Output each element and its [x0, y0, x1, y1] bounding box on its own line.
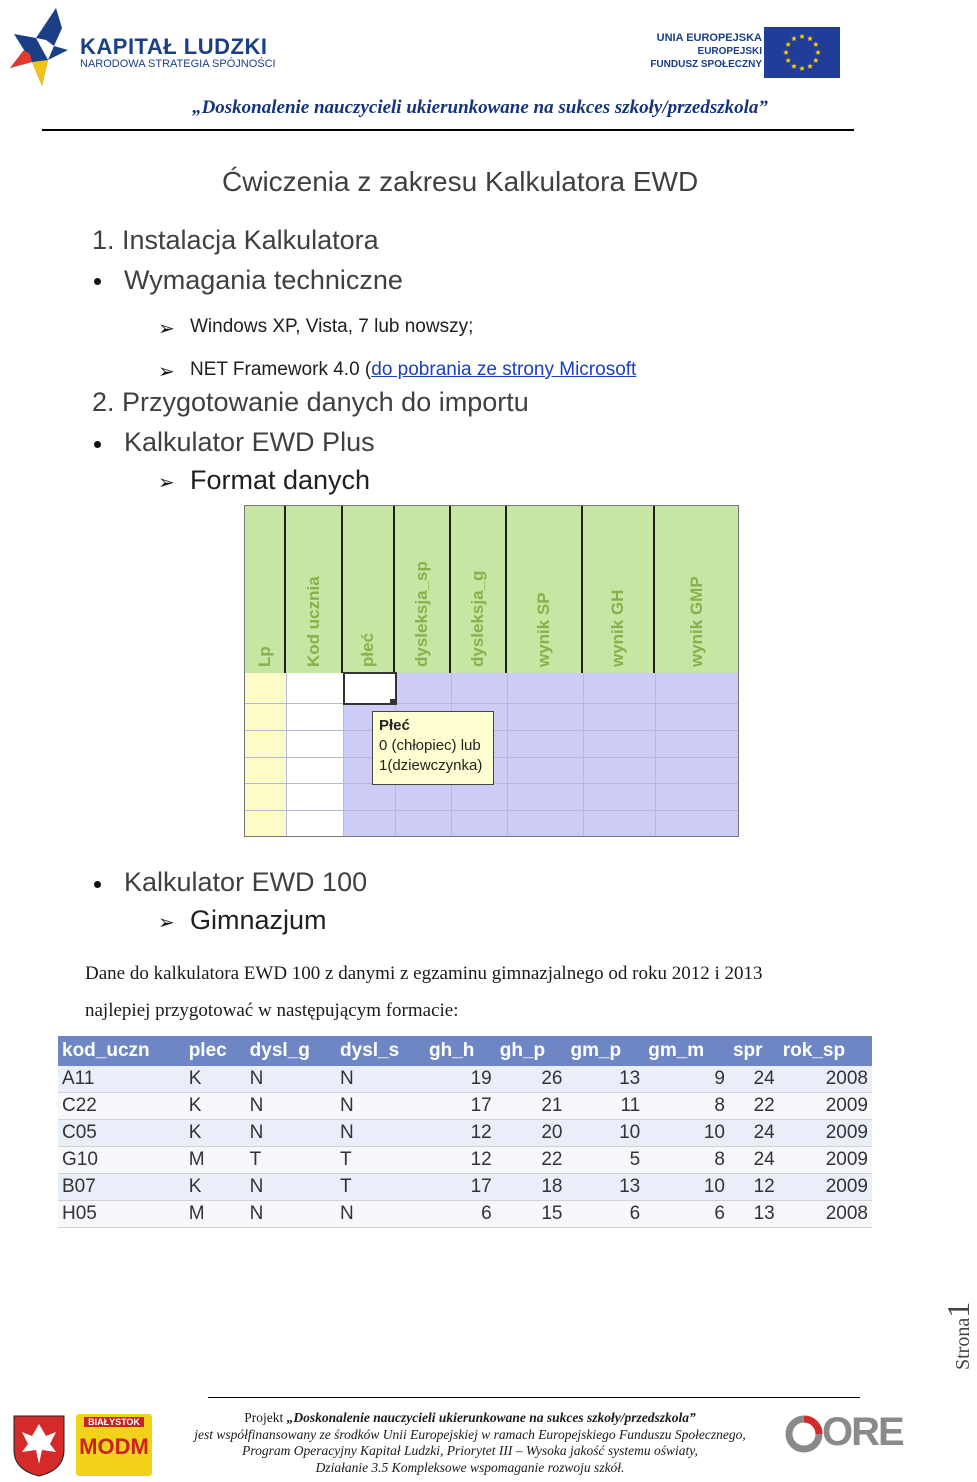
table-cell: 26: [496, 1066, 567, 1093]
grid-col-line: [507, 673, 508, 836]
table-cell: 24: [729, 1147, 779, 1174]
table-cell: 2009: [779, 1093, 872, 1120]
footer-project-label: Projekt: [244, 1410, 287, 1425]
fill-handle-icon[interactable]: [390, 699, 395, 704]
table-cell: 6: [644, 1201, 729, 1228]
table-cell: K: [185, 1093, 246, 1120]
tooltip-title: Płeć: [379, 717, 410, 734]
column-header-label: wynik SP: [534, 592, 553, 667]
eu-line1: UNIA EUROPEJSKA: [656, 32, 762, 44]
table-cell: N: [246, 1120, 336, 1147]
table-row: [58, 1120, 872, 1147]
kapital-ludzki-title: KAPITAŁ LUDZKI: [80, 34, 268, 59]
table-cell: N: [246, 1093, 336, 1120]
ewd-plus-format-image: [244, 505, 739, 837]
table-cell: T: [336, 1174, 425, 1201]
table-header-row: [58, 1036, 872, 1066]
ore-logo-ring-icon: [784, 1414, 824, 1454]
grid-col-line: [583, 673, 584, 836]
bullet-icon: [94, 881, 101, 888]
table-header-cell: kod_uczn: [58, 1036, 185, 1066]
footer-line: Program Operacyjny Kapitał Ludzki, Priorytet III – Wysoka jakość systemu oświaty,: [242, 1443, 698, 1458]
ore-logo: [784, 1410, 903, 1458]
ewd-plus-bullet: Kalkulator EWD Plus: [124, 427, 375, 457]
table-cell: C22: [58, 1093, 185, 1120]
page-number: [940, 1302, 977, 1370]
table-cell: 18: [496, 1174, 567, 1201]
table-header-cell: gm_m: [644, 1036, 729, 1066]
table-cell: 17: [425, 1093, 496, 1120]
kod-column-cells: [286, 673, 343, 836]
column-header-label: Lp: [254, 646, 274, 667]
modm-logo-main: MODM: [79, 1434, 149, 1459]
column-header-label: wynik GH: [608, 589, 627, 667]
table-cell: 8: [644, 1147, 729, 1174]
table-cell: 2009: [779, 1174, 872, 1201]
section2-heading: 2. Przygotowanie danych do importu: [92, 387, 529, 417]
table-cell: 22: [496, 1147, 567, 1174]
ore-logo-text: ORE: [822, 1410, 903, 1454]
grid-row-line: [245, 703, 738, 704]
kapital-ludzki-subtitle: NARODOWA STRATEGIA SPÓJNOŚCI: [80, 58, 276, 70]
net-framework-text: NET Framework 4.0 (: [190, 359, 372, 380]
ewd100-data-table: [58, 1036, 872, 1228]
table-header-cell: gh_h: [425, 1036, 496, 1066]
table-cell: N: [336, 1201, 425, 1228]
modm-logo-top: BIAŁYSTOK: [84, 1417, 144, 1427]
table-cell: 10: [566, 1120, 644, 1147]
column-header-label: wynik GMP: [686, 576, 706, 667]
table-cell: 15: [496, 1201, 567, 1228]
tooltip-line2: 1(dziewczynka): [379, 757, 483, 774]
table-cell: 10: [644, 1120, 729, 1147]
document-title: Ćwiczenia z zakresu Kalkulatora EWD: [222, 166, 699, 197]
table-cell: N: [336, 1120, 425, 1147]
table-cell: 24: [729, 1120, 779, 1147]
column-header: [286, 506, 343, 673]
kapital-ludzki-star-icon: [6, 6, 76, 90]
column-header: [507, 506, 583, 673]
format-danych-label: Format danych: [190, 465, 371, 495]
microsoft-download-link[interactable]: do pobrania ze strony Microsoft: [371, 359, 637, 380]
grid-col-line: [655, 673, 656, 836]
table-cell: M: [185, 1147, 246, 1174]
arrow-bullet-icon: ➢: [158, 318, 175, 340]
table-cell: 5: [566, 1147, 644, 1174]
table-cell: 12: [425, 1147, 496, 1174]
footer-text: [160, 1410, 780, 1476]
requirement-net: [190, 359, 636, 381]
table-cell: 13: [729, 1201, 779, 1228]
column-header-label: płeć: [358, 632, 377, 667]
column-header: [395, 506, 451, 673]
arrow-bullet-icon: ➢: [158, 912, 175, 934]
grid-col-line: [286, 673, 287, 836]
table-cell: 22: [729, 1093, 779, 1120]
table-cell: 21: [496, 1093, 567, 1120]
table-cell: 6: [566, 1201, 644, 1228]
table-cell: G10: [58, 1147, 185, 1174]
eu-line3: FUNDUSZ SPOŁECZNY: [650, 59, 762, 70]
column-header: [245, 506, 286, 673]
table-cell: 10: [644, 1174, 729, 1201]
bullet-icon: [94, 441, 101, 448]
footer-line: jest współfinansowany ze środków Unii Europejskiej w ramach Europejskiego Funduszu Społecznego,: [194, 1426, 746, 1442]
table-cell: 19: [425, 1066, 496, 1093]
section1-heading: 1. Instalacja Kalkulatora: [92, 225, 379, 255]
footer-project-title: „Doskonalenie nauczycieli ukierunkowane na sukces szkoły/przedszkola”: [286, 1410, 696, 1425]
table-header-cell: rok_sp: [779, 1036, 872, 1066]
table-cell: C05: [58, 1120, 185, 1147]
table-cell: N: [336, 1093, 425, 1120]
column-header: [343, 506, 395, 673]
table-cell: 20: [496, 1120, 567, 1147]
table-cell: 6: [425, 1201, 496, 1228]
active-cell[interactable]: [343, 672, 397, 705]
bullet-icon: [94, 278, 101, 285]
table-row: [58, 1093, 872, 1120]
table-cell: K: [185, 1066, 246, 1093]
table-cell: 9: [644, 1066, 729, 1093]
bialystok-coat-of-arms-icon: [12, 1414, 66, 1478]
eu-line2: EUROPEJSKI: [697, 46, 762, 57]
footer-line: Działanie 3.5 Kompleksowe wspomaganie rozwoju szkół.: [315, 1459, 625, 1475]
table-row: [58, 1174, 872, 1201]
column-header-label: Kod ucznia: [303, 576, 323, 667]
ewd-100-bullet: Kalkulator EWD 100: [124, 867, 368, 897]
modm-logo: [76, 1414, 152, 1476]
eu-logo-text: [650, 32, 762, 71]
project-title: „Doskonalenie nauczycieli ukierunkowane na sukces szkoły/przedszkola”: [192, 97, 768, 118]
input-message-tooltip: [372, 711, 494, 785]
table-cell: 12: [425, 1120, 496, 1147]
table-header-cell: gh_p: [496, 1036, 567, 1066]
footer-divider: [208, 1397, 860, 1398]
gimnazjum-label: Gimnazjum: [190, 905, 327, 935]
requirement-os: Windows XP, Vista, 7 lub nowszy;: [190, 316, 474, 337]
table-cell: 2008: [779, 1201, 872, 1228]
table-header-cell: dysl_g: [246, 1036, 336, 1066]
table-cell: A11: [58, 1066, 185, 1093]
table-cell: H05: [58, 1201, 185, 1228]
arrow-bullet-icon: ➢: [158, 361, 175, 383]
column-header-label: dysleksja_sp: [412, 561, 431, 667]
table-cell: K: [185, 1120, 246, 1147]
table-header-cell: spr: [729, 1036, 779, 1066]
page-number-value: 1: [940, 1301, 976, 1318]
tooltip-line1: 0 (chłopiec) lub: [379, 737, 481, 754]
table-row: [58, 1066, 872, 1093]
table-cell: M: [185, 1201, 246, 1228]
table-cell: N: [246, 1066, 336, 1093]
table-cell: 13: [566, 1066, 644, 1093]
table-row: [58, 1147, 872, 1174]
section1-bullet: Wymagania techniczne: [124, 265, 403, 295]
table-header-cell: plec: [185, 1036, 246, 1066]
page-word: Strona: [952, 1317, 974, 1370]
table-cell: T: [336, 1147, 425, 1174]
table-cell: 2009: [779, 1147, 872, 1174]
table-cell: N: [246, 1201, 336, 1228]
table-cell: 13: [566, 1174, 644, 1201]
table-header-cell: gm_p: [566, 1036, 644, 1066]
table-cell: 2008: [779, 1066, 872, 1093]
table-cell: 17: [425, 1174, 496, 1201]
column-header: [451, 506, 507, 673]
table-cell: B07: [58, 1174, 185, 1201]
table-cell: 11: [566, 1093, 644, 1120]
lp-column-cells: [245, 673, 286, 836]
table-row: [58, 1201, 872, 1228]
table-cell: 2009: [779, 1120, 872, 1147]
grid-row-line: [245, 810, 738, 811]
column-header-label: dysleksja_g: [468, 570, 487, 667]
eu-flag-icon: [764, 27, 840, 78]
paragraph-line: Dane do kalkulatora EWD 100 z danymi z egzaminu gimnazjalnego od roku 2012 i 2013: [85, 963, 763, 984]
table-cell: N: [246, 1174, 336, 1201]
column-header: [655, 506, 738, 673]
table-cell: K: [185, 1174, 246, 1201]
table-cell: 24: [729, 1066, 779, 1093]
table-cell: 8: [644, 1093, 729, 1120]
table-cell: 12: [729, 1174, 779, 1201]
table-header-cell: dysl_s: [336, 1036, 425, 1066]
column-header: [583, 506, 655, 673]
table-cell: N: [336, 1066, 425, 1093]
arrow-bullet-icon: ➢: [158, 472, 175, 494]
table-cell: T: [246, 1147, 336, 1174]
header-divider: [42, 129, 854, 131]
paragraph-line: najlepiej przygotować w następującym formacie:: [85, 1000, 459, 1021]
